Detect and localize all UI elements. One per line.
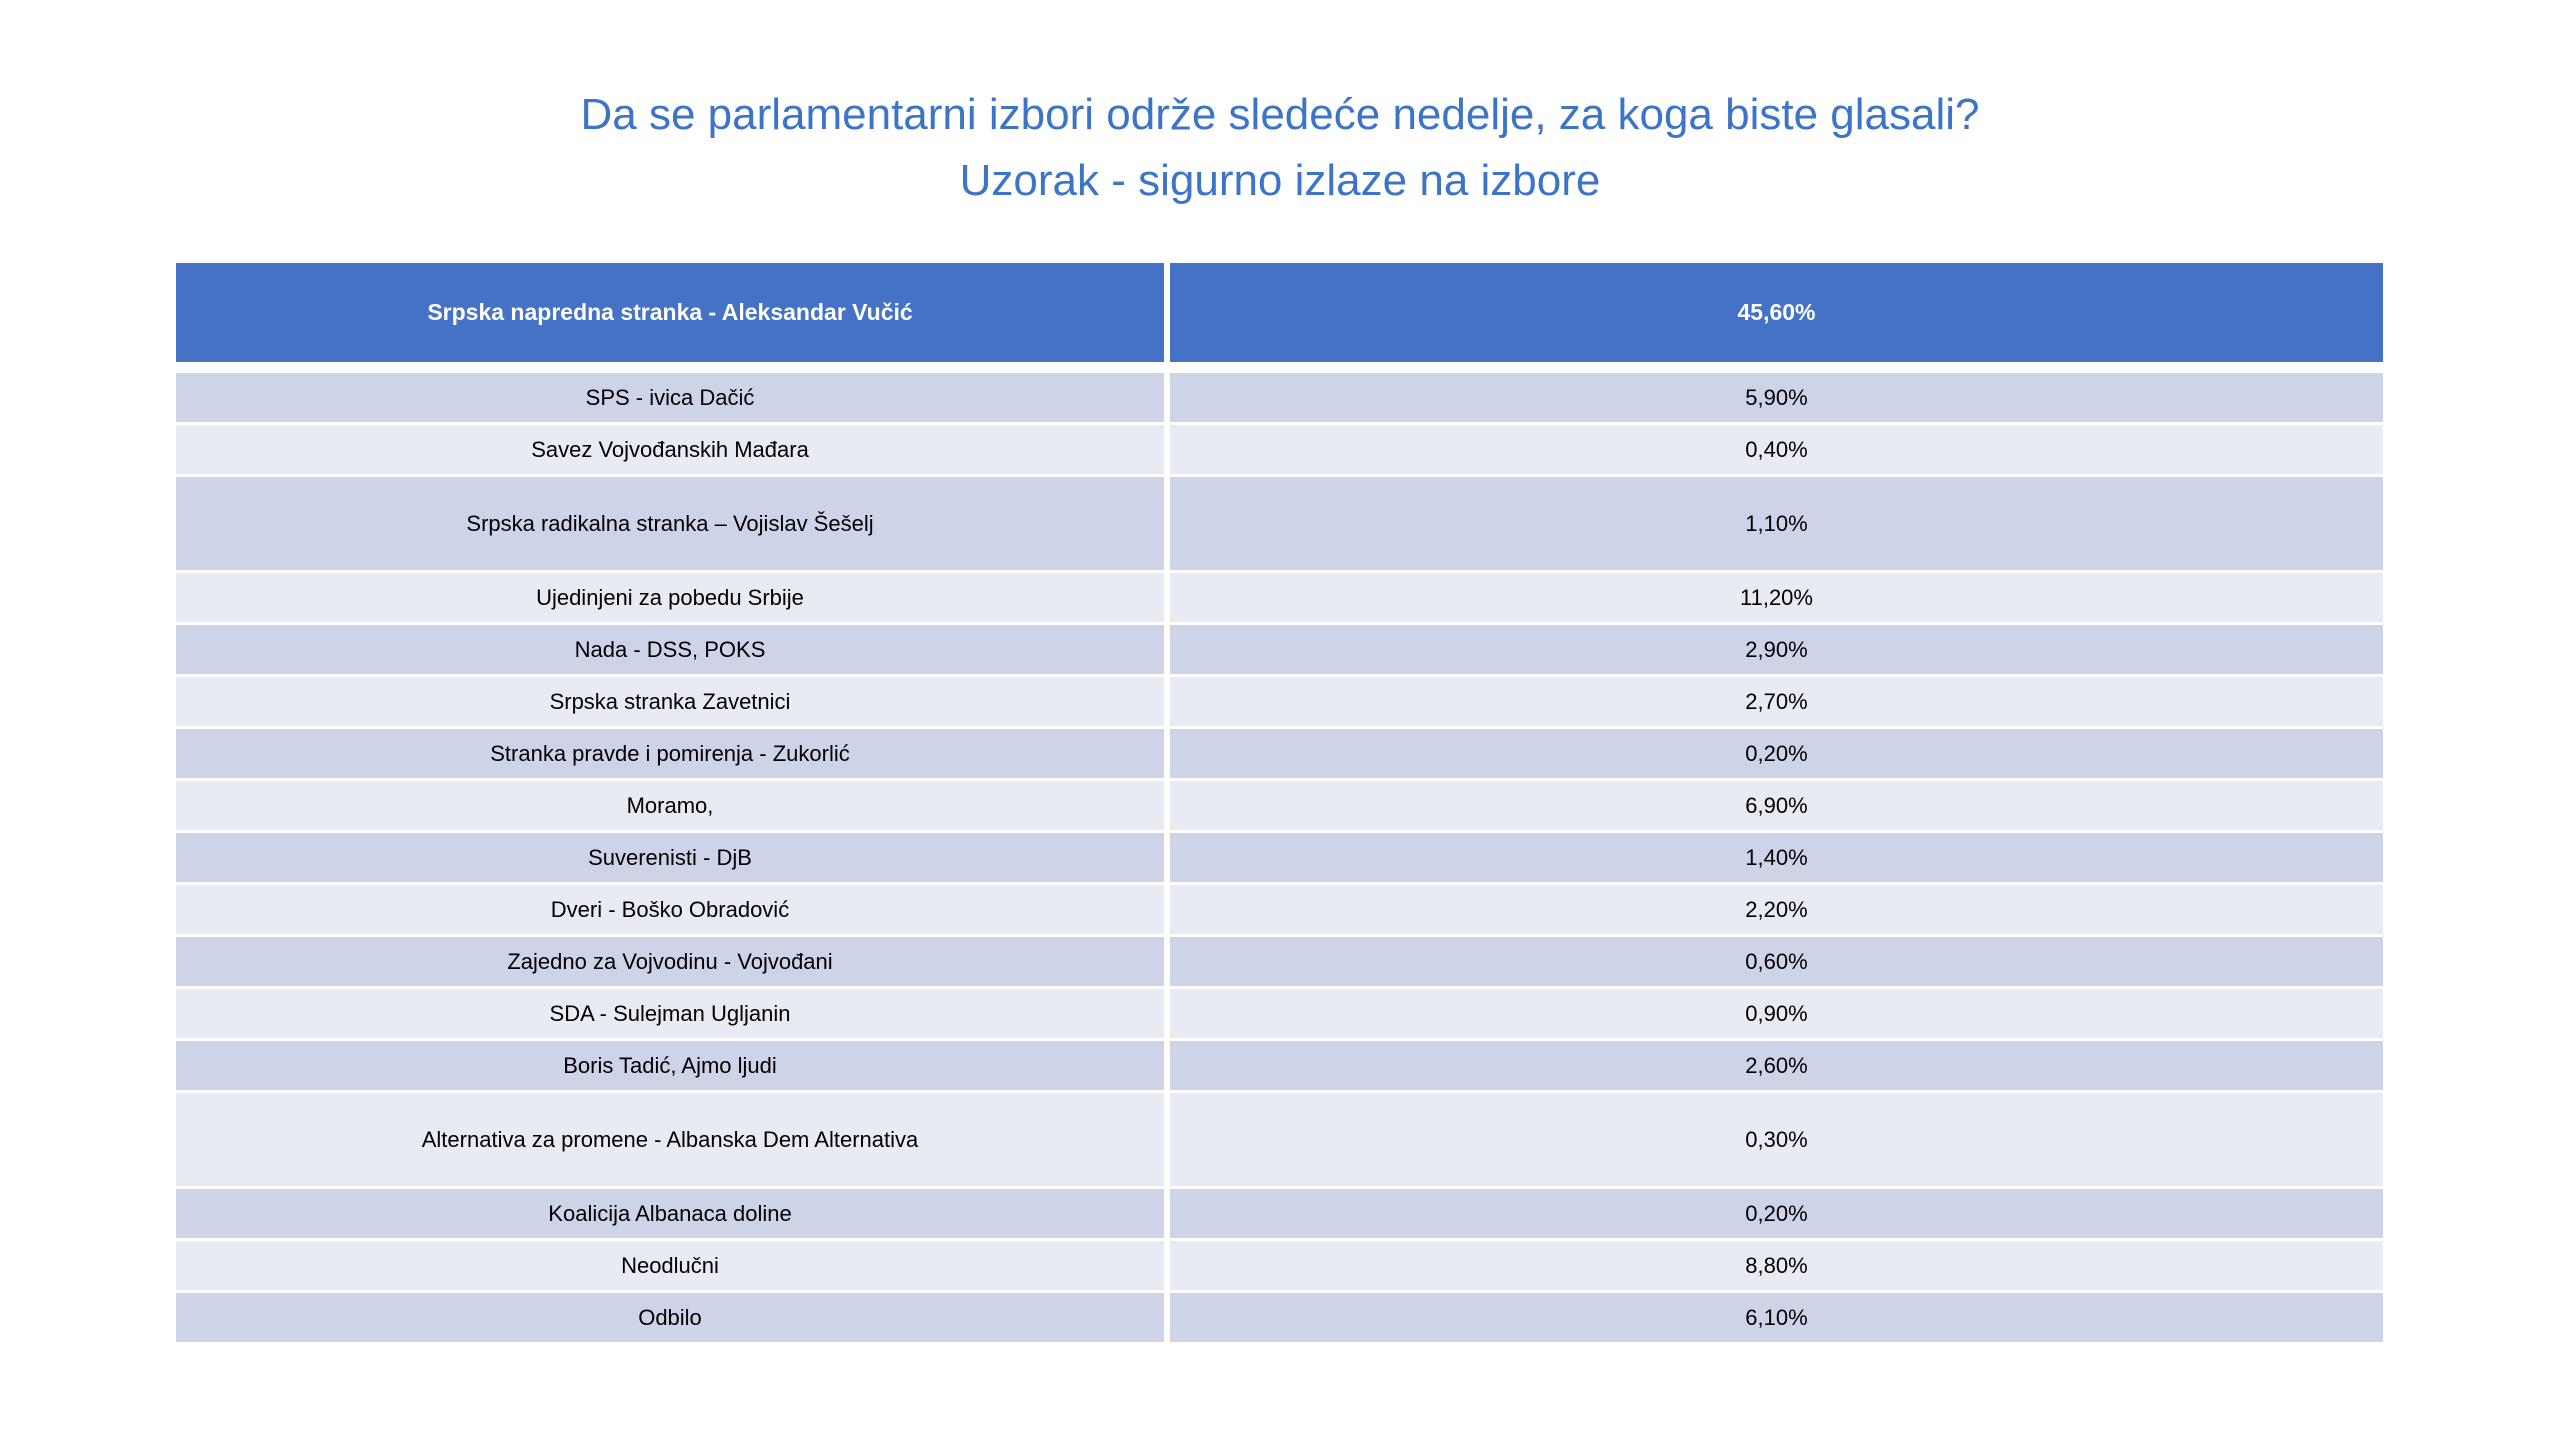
party-cell: Koalicija Albanaca doline bbox=[176, 1189, 1164, 1238]
value-cell: 0,40% bbox=[1170, 425, 2383, 474]
table-row bbox=[176, 477, 2383, 570]
value-cell: 2,60% bbox=[1170, 1041, 2383, 1090]
party-cell: Nada - DSS, POKS bbox=[176, 625, 1164, 674]
value-cell: 0,90% bbox=[1170, 989, 2383, 1038]
value-cell: 5,90% bbox=[1170, 373, 2383, 422]
table-row bbox=[176, 885, 2383, 934]
value-cell: 0,20% bbox=[1170, 1189, 2383, 1238]
party-cell: Dveri - Boško Obradović bbox=[176, 885, 1164, 934]
value-cell: 0,60% bbox=[1170, 937, 2383, 986]
party-cell: Stranka pravde i pomirenja - Zukorlić bbox=[176, 729, 1164, 778]
value-cell: 11,20% bbox=[1170, 573, 2383, 622]
party-cell: Suverenisti - DjB bbox=[176, 833, 1164, 882]
party-cell: Ujedinjeni za pobedu Srbije bbox=[176, 573, 1164, 622]
party-cell: Zajedno za Vojvodinu - Vojvođani bbox=[176, 937, 1164, 986]
table-header-row bbox=[176, 263, 2383, 362]
table-row bbox=[176, 1093, 2383, 1186]
title-line-2: Uzorak - sigurno izlaze na izbore bbox=[959, 156, 1601, 205]
table-row bbox=[176, 1189, 2383, 1238]
table-row bbox=[176, 1041, 2383, 1090]
table-row bbox=[176, 833, 2383, 882]
poll-table bbox=[176, 263, 2383, 1345]
value-cell: 6,90% bbox=[1170, 781, 2383, 830]
table-body bbox=[176, 373, 2383, 1342]
table-row bbox=[176, 729, 2383, 778]
header-value-cell: 45,60% bbox=[1170, 263, 2383, 362]
table-row bbox=[176, 1293, 2383, 1342]
party-cell: Boris Tadić, Ajmo ljudi bbox=[176, 1041, 1164, 1090]
value-cell: 2,20% bbox=[1170, 885, 2383, 934]
party-cell: Alternativa za promene - Albanska Dem Alternativa bbox=[176, 1093, 1164, 1186]
party-cell: SPS - ivica Dačić bbox=[176, 373, 1164, 422]
party-cell: Srpska stranka Zavetnici bbox=[176, 677, 1164, 726]
value-cell: 0,20% bbox=[1170, 729, 2383, 778]
table-row bbox=[176, 989, 2383, 1038]
table-row bbox=[176, 677, 2383, 726]
value-cell: 0,30% bbox=[1170, 1093, 2383, 1186]
table-row bbox=[176, 573, 2383, 622]
party-cell: Srpska radikalna stranka – Vojislav Šešelj bbox=[176, 477, 1164, 570]
party-cell: Neodlučni bbox=[176, 1241, 1164, 1290]
table-row bbox=[176, 425, 2383, 474]
value-cell: 6,10% bbox=[1170, 1293, 2383, 1342]
party-cell: SDA - Sulejman Ugljanin bbox=[176, 989, 1164, 1038]
table-row bbox=[176, 1241, 2383, 1290]
page-title bbox=[0, 82, 2560, 214]
table-row bbox=[176, 373, 2383, 422]
table-row bbox=[176, 937, 2383, 986]
party-cell: Odbilo bbox=[176, 1293, 1164, 1342]
party-cell: Savez Vojvođanskih Mađara bbox=[176, 425, 1164, 474]
table-row bbox=[176, 781, 2383, 830]
value-cell: 1,10% bbox=[1170, 477, 2383, 570]
header-party-cell: Srpska napredna stranka - Aleksandar Vučić bbox=[176, 263, 1164, 362]
value-cell: 2,70% bbox=[1170, 677, 2383, 726]
value-cell: 2,90% bbox=[1170, 625, 2383, 674]
party-cell: Moramo, bbox=[176, 781, 1164, 830]
table-row bbox=[176, 625, 2383, 674]
title-line-1: Da se parlamentarni izbori održe sledeće nedelje, za koga biste glasali? bbox=[580, 90, 1980, 139]
value-cell: 8,80% bbox=[1170, 1241, 2383, 1290]
value-cell: 1,40% bbox=[1170, 833, 2383, 882]
